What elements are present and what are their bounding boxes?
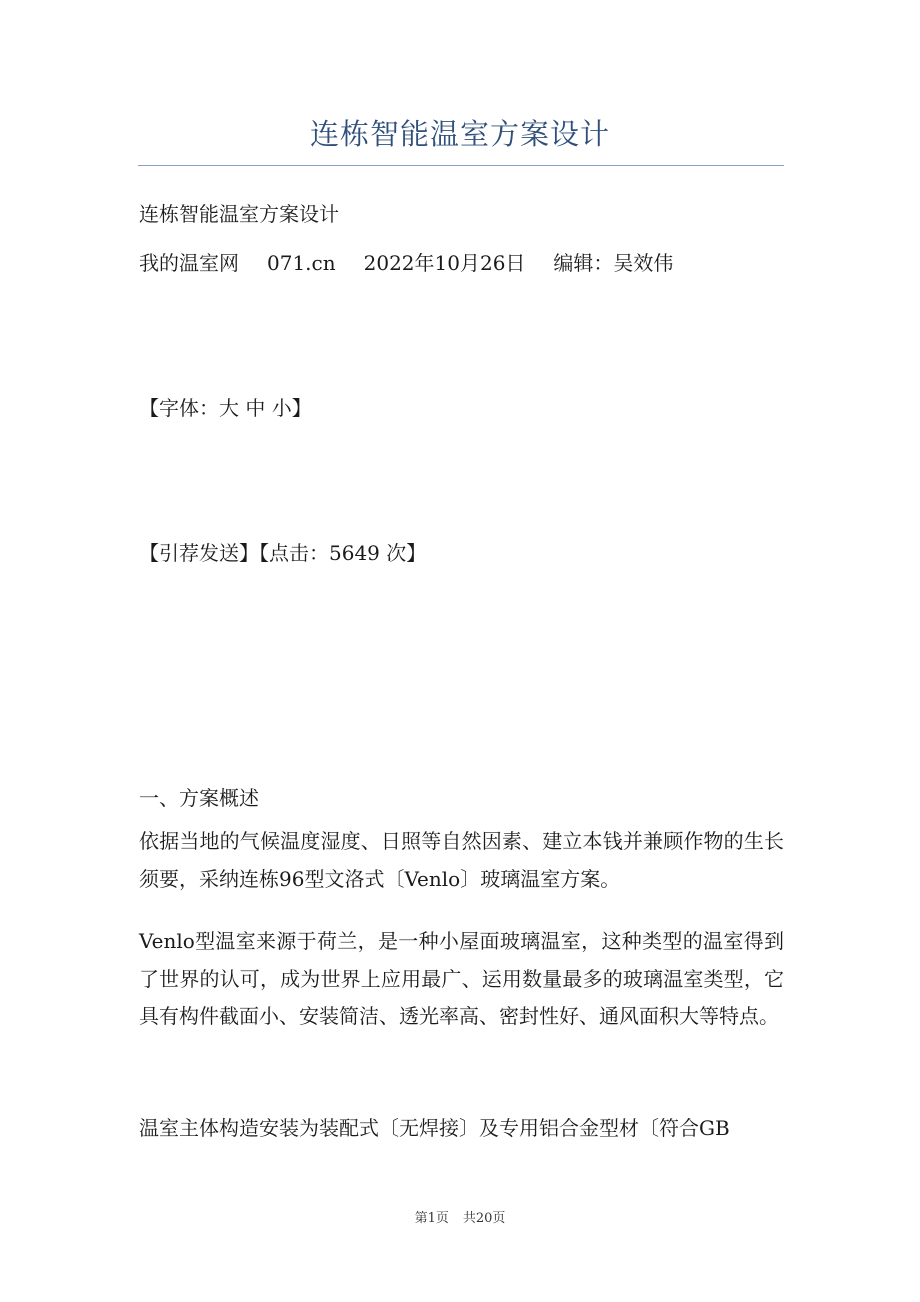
page-number: 第1页 — [414, 1211, 449, 1226]
article-meta — [139, 248, 673, 278]
site-domain: 071.cn — [267, 251, 336, 275]
site-name: 我的温室网 — [139, 251, 239, 275]
paragraph-structure: 温室主体构造安装为装配式〔无焊接〕及专用铝合金型材〔符合GB — [139, 1116, 730, 1140]
page-total: 共20页 — [462, 1211, 506, 1226]
article-heading: 连栋智能温室方案设计 — [139, 202, 339, 226]
page-footer — [0, 1207, 920, 1226]
publish-date: 2022年10月26日 — [363, 251, 526, 275]
recommend-send-link[interactable]: 【引荐发送】 — [139, 541, 259, 565]
editor-name: 编辑：吴效伟 — [553, 251, 674, 275]
title-divider — [138, 165, 784, 166]
paragraph-overview: 依据当地的气候温度湿度、日照等自然因素、建立本钱并兼顾作物的生长须要，采纳连栋96型文洛式〔Venlo〕玻璃温室方案。 — [139, 829, 784, 891]
paragraph-venlo: Venlo型温室来源于荷兰，是一种小屋面玻璃温室，这种类型的温室得到了世界的认可，成为世界上应用最广、运用数量最多的玻璃温室类型，它具有构件截面小、安装简洁、透光率高、密封性好、通风面积大等特点。 — [139, 929, 784, 1028]
section-title: 一、方案概述 — [139, 786, 259, 810]
font-size-control[interactable]: 【字体：大 中 小】 — [139, 396, 312, 420]
article-actions — [139, 538, 426, 568]
document-title: 连栋智能温室方案设计 — [309, 117, 610, 151]
click-count: 【点击：5649 次】 — [259, 541, 427, 565]
